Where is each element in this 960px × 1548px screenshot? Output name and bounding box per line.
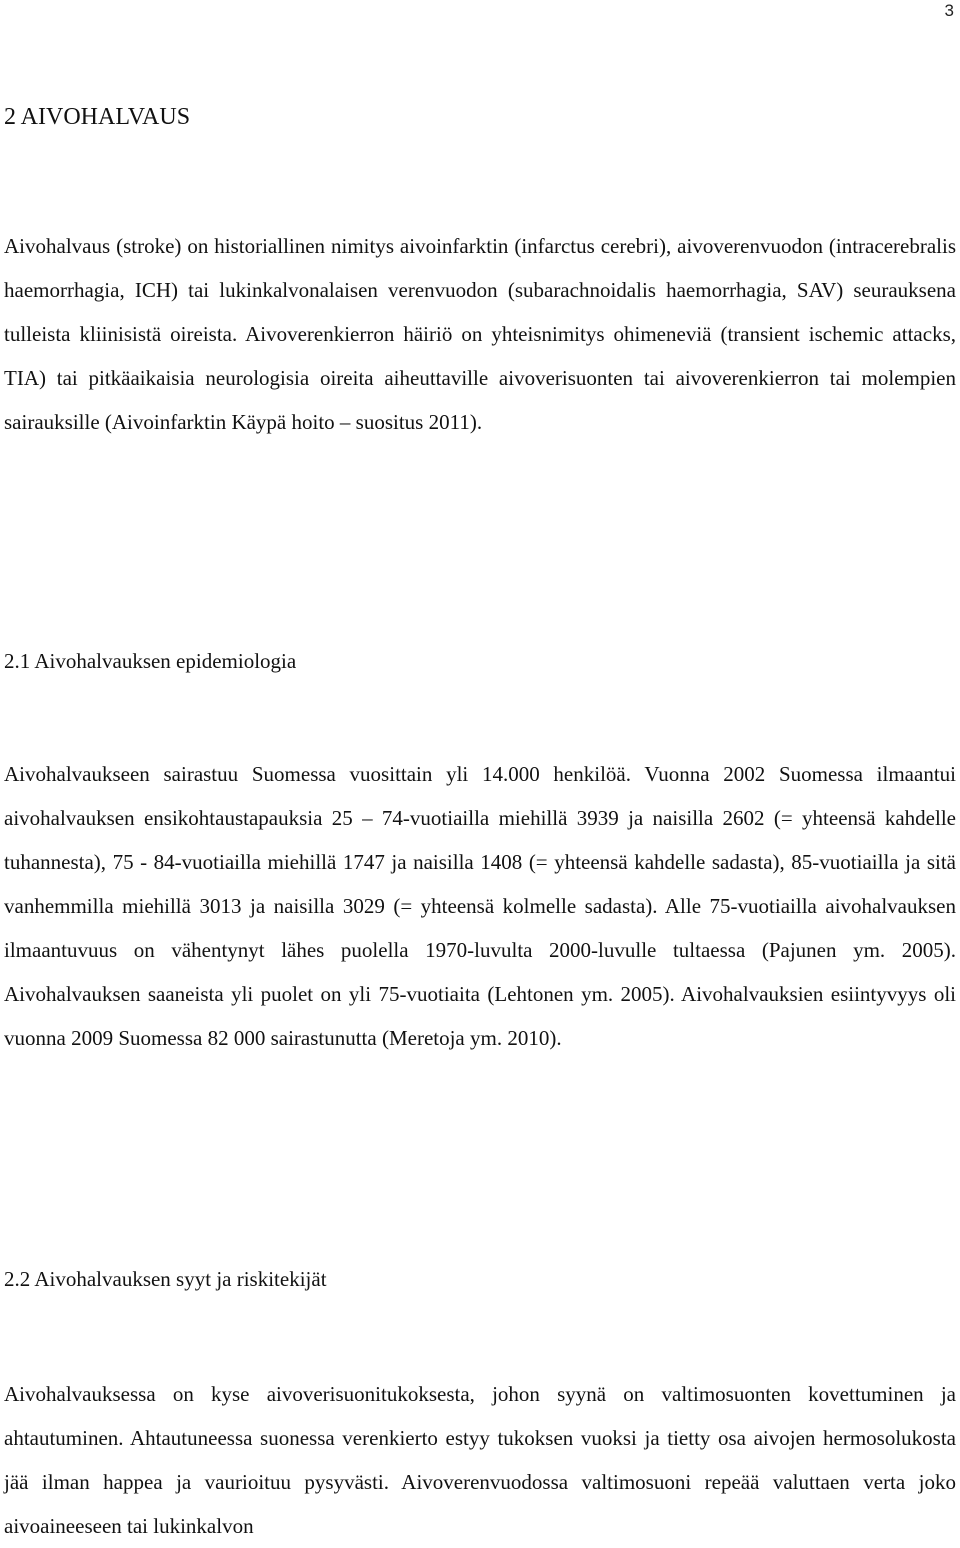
causes-paragraph: Aivohalvauksessa on kyse aivoverisuonitukoksesta, johon syynä on valtimosuonten kovettuminen ja ahtautuminen. Ahtautuneessa suonessa verenkierto estyy tukoksen vuoksi ja tietty osa aivojen hermosolukosta jää ilman happea ja vaurioituu pysyvästi. Aivoverenvuodossa valtimosuoni repeää valuttaen verta joko aivoaineeseen tai lukinkalvon <box>4 1382 956 1538</box>
subsection-title-epidemiology: 2.1 Aivohalvauksen epidemiologia <box>4 649 297 673</box>
intro-paragraph: Aivohalvaus (stroke) on historiallinen nimitys aivoinfarktin (infarctus cerebri), aivoverenvuodon (intracerebralis haemorrhagia, ICH) tai lukinkalvonalaisen verenvuodon (subarachnoidalis haemorrhagia, SAV) seurauksena tulleista kliinisistä oireista. Aivoverenkierron häiriö on yhteisnimitys ohimeneviä (transient ischemic attacks, TIA) tai pitkäaikaisia neurologisia oireita aiheuttaville aivoverisuonten tai aivoverenkierron tai molempien sairauksille (Aivoinfarktin Käypä hoito – suositus 2011). <box>4 234 956 434</box>
section-title: 2 AIVOHALVAUS <box>4 104 191 130</box>
page-number: 3 <box>944 1 954 20</box>
subsection-title-causes: 2.2 Aivohalvauksen syyt ja riskitekijät <box>4 1267 327 1291</box>
epidemiology-paragraph: Aivohalvaukseen sairastuu Suomessa vuosittain yli 14.000 henkilöä. Vuonna 2002 Suomessa ilmaantui aivohalvauksen ensikohtaustapauksia 25 – 74-vuotiailla miehillä 3939 ja naisilla 2602 (= yhteensä kahdelle tuhannesta), 75 - 84-vuotiailla miehillä 1747 ja naisilla 1408 (= yhteensä kahdelle sadasta), 85-vuotiailla ja sitä vanhemmilla miehillä 3013 ja naisilla 3029 (= yhteensä kolmelle sadasta). Alle 75-vuotiailla aivohalvauksen ilmaantuvuus on vähentynyt lähes puolella 1970-luvulta 2000-luvulle tultaessa (Pajunen ym. 2005). Aivohalvauksen saaneista yli puolet on yli 75-vuotiaita (Lehtonen ym. 2005). Aivohalvauksien esiintyvyys oli vuonna 2009 Suomessa 82 000 sairastunutta (Meretoja ym. 2010). <box>4 762 956 1050</box>
